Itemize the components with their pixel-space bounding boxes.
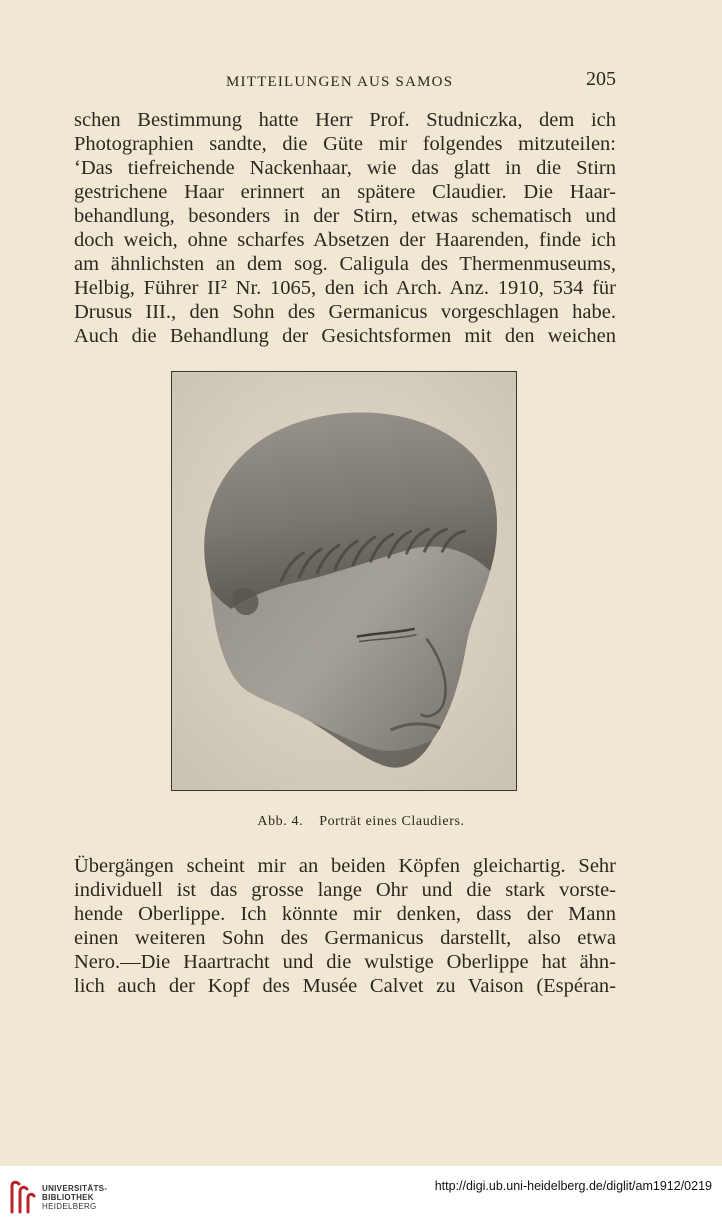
portrait-figure [171,371,517,791]
body-text-top [74,108,616,348]
figure-caption-text: Porträt eines Claudiers. [319,814,465,829]
text-line: Helbig, Führer II² Nr. 1065, den ich Arch. Anz. 1910, 534 für [74,277,616,299]
logo-line-1: UNIVERSITÄTS- [42,1184,108,1193]
permalink-url[interactable]: http://digi.ub.uni-heidelberg.de/diglit/am1912/0219 [434,1179,712,1193]
figure-caption [0,814,722,830]
logo-line-2: BIBLIOTHEK [42,1193,94,1202]
page-number: 205 [586,68,616,90]
figure-caption-label: Abb. 4. [257,814,304,829]
text-line: doch weich, ohne scharfes Absetzen der Haarenden, finde ich [74,229,616,251]
text-line: einen weiteren Sohn des Germanicus darstellt, also etwa [74,927,616,949]
text-line: Übergängen scheint mir an beiden Köpfen gleichartig. Sehr [74,855,616,877]
logo-line-3: HEIDELBERG [42,1202,97,1211]
text-line: hende Oberlippe. Ich könnte mir denken, dass der Mann [74,903,616,925]
running-head: MITTEILUNGEN AUS SAMOS [226,74,454,90]
portrait-head-image [172,372,516,790]
text-line: Auch die Behandlung der Gesichtsformen mit den weichen [74,325,616,347]
text-line: Photographien sandte, die Güte mir folgendes mitzuteilen: [74,133,616,155]
page-header [0,68,722,98]
text-line: behandlung, besonders in der Stirn, etwas schematisch und [74,205,616,227]
library-logo [6,1178,176,1218]
text-line: lich auch der Kopf des Musée Calvet zu Vaison (Espéran- [74,975,616,997]
text-line: Nero.—Die Haartracht und die wulstige Oberlippe hat ähn- [74,951,616,973]
text-line: schen Bestimmung hatte Herr Prof. Studniczka, dem ich [74,109,616,131]
text-line: am ähnlichsten an dem sog. Caligula des Thermenmuseums, [74,253,616,275]
text-line: Drusus III., den Sohn des Germanicus vorgeschlagen habe. [74,301,616,323]
text-line: gestrichene Haar erinnert an spätere Claudier. Die Haar- [74,181,616,203]
library-seal-icon [6,1178,36,1216]
text-line: ‘Das tiefreichende Nackenhaar, wie das glatt in die Stirn [74,157,616,179]
text-line: individuell ist das grosse lange Ohr und die stark vorste- [74,879,616,901]
library-name [42,1184,107,1211]
digitization-footer [0,1166,722,1224]
body-text-bottom [74,854,616,998]
